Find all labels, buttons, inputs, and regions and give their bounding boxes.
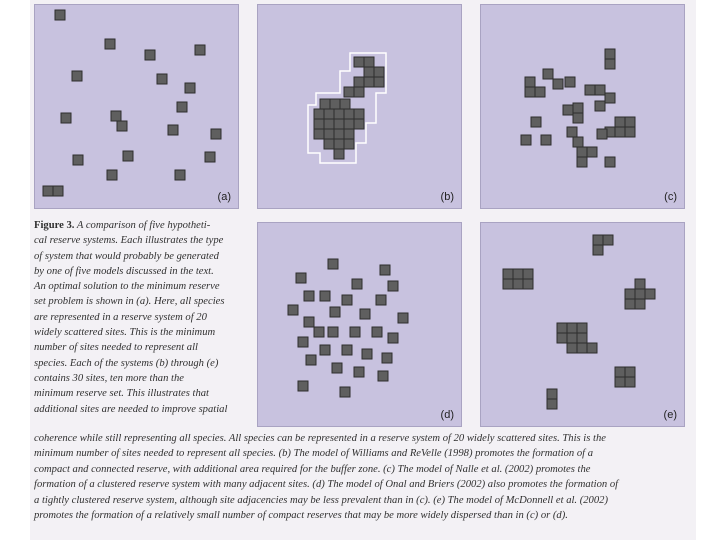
site — [332, 363, 342, 373]
site — [525, 87, 535, 97]
caption-line — [34, 218, 242, 233]
site — [298, 337, 308, 347]
site — [342, 345, 352, 355]
site — [175, 170, 185, 180]
site — [168, 125, 178, 135]
site — [567, 127, 577, 137]
site — [330, 99, 340, 109]
site — [324, 139, 334, 149]
caption-line: contains 30 sites, ten more than the — [34, 372, 184, 384]
site — [615, 377, 625, 387]
site — [585, 85, 595, 95]
site — [615, 127, 625, 137]
site — [324, 129, 334, 139]
site — [557, 323, 567, 333]
site — [577, 323, 587, 333]
site — [503, 279, 513, 289]
site — [360, 309, 370, 319]
site — [195, 45, 205, 55]
site — [344, 109, 354, 119]
site — [364, 57, 374, 67]
site — [362, 349, 372, 359]
site — [541, 135, 551, 145]
site — [320, 99, 330, 109]
site — [645, 289, 655, 299]
figure-caption — [34, 218, 242, 417]
site — [53, 186, 63, 196]
site — [334, 149, 344, 159]
site — [324, 119, 334, 129]
caption-line: species. Each of the systems (b) through (e) — [34, 357, 219, 369]
panel-label: (a) — [217, 191, 231, 203]
site — [334, 139, 344, 149]
site — [354, 57, 364, 67]
site — [577, 147, 587, 157]
figure-caption-continued — [34, 431, 694, 523]
site — [73, 155, 83, 165]
site — [553, 79, 563, 89]
site — [382, 353, 392, 363]
caption-text: A comparison of five hypotheti- — [76, 220, 211, 231]
site — [603, 235, 613, 245]
site — [531, 117, 541, 127]
panel-b-sites — [258, 5, 463, 210]
site — [573, 103, 583, 113]
site — [557, 333, 567, 343]
site — [625, 127, 635, 137]
panel-c-sites — [481, 5, 686, 210]
site — [567, 323, 577, 333]
site — [525, 77, 535, 87]
site — [376, 295, 386, 305]
site — [605, 59, 615, 69]
caption-line: number of sites needed to represent all — [34, 342, 198, 354]
caption-line: promotes the formation of a relatively small number of compact reserves that may be more widely dispersed than in (c) or (d). — [34, 510, 568, 522]
panel-label: (b) — [440, 191, 454, 203]
site — [330, 307, 340, 317]
site — [378, 371, 388, 381]
site — [344, 87, 354, 97]
site — [567, 333, 577, 343]
site — [635, 279, 645, 289]
site — [354, 87, 364, 97]
site — [350, 327, 360, 337]
caption-line: are represented in a reserve system of 20 — [34, 311, 207, 323]
site — [314, 129, 324, 139]
site — [577, 343, 587, 353]
site — [43, 186, 53, 196]
site — [587, 147, 597, 157]
site — [298, 381, 308, 391]
caption-line: of system that would probably be generated — [34, 250, 219, 262]
site — [123, 151, 133, 161]
site — [334, 109, 344, 119]
site — [354, 119, 364, 129]
site — [577, 157, 587, 167]
caption-line: coherence while still representing all species. All species can be represented in a reserve system of 20 widely scattered sites. This is the — [34, 433, 606, 444]
caption-line: An optimal solution to the minimum reserve — [34, 281, 220, 293]
caption-line: by one of five models discussed in the text. — [34, 265, 214, 277]
site — [625, 289, 635, 299]
site — [344, 129, 354, 139]
site — [354, 367, 364, 377]
panel-a-sites — [35, 5, 240, 210]
site — [372, 327, 382, 337]
site — [605, 157, 615, 167]
site — [635, 289, 645, 299]
panel-c — [480, 4, 685, 209]
caption-line: widely scattered sites. This is the minimum — [34, 327, 216, 339]
site — [205, 152, 215, 162]
site — [523, 269, 533, 279]
site — [364, 77, 374, 87]
site — [615, 117, 625, 127]
site — [314, 327, 324, 337]
site — [354, 109, 364, 119]
panel-d — [257, 222, 462, 427]
site — [185, 83, 195, 93]
site — [344, 139, 354, 149]
site — [535, 87, 545, 97]
site — [595, 85, 605, 95]
site — [306, 355, 316, 365]
caption-line: compact and connected reserve, with additional area required for the buffer zone. (c) The model of Nalle et al. (2002) promotes the — [34, 463, 591, 475]
site — [177, 102, 187, 112]
caption-line: cal reserve systems. Each illustrates the type — [34, 235, 224, 247]
figure-label: Figure 3. — [34, 220, 75, 231]
caption-line: additional sites are needed to improve spatial — [34, 403, 228, 415]
panel-label: (d) — [440, 409, 454, 421]
site — [615, 367, 625, 377]
site — [513, 269, 523, 279]
site — [117, 121, 127, 131]
site — [320, 345, 330, 355]
site — [157, 74, 167, 84]
site — [334, 129, 344, 139]
panel-a — [34, 4, 239, 209]
site — [105, 39, 115, 49]
site — [388, 281, 398, 291]
site — [61, 113, 71, 123]
site — [111, 111, 121, 121]
caption-line: a tightly clustered reserve system, although site adjacencies may be less prevalent than in (c). (e) The model of McDonnell et al. (2002) — [34, 494, 608, 506]
site — [314, 119, 324, 129]
site — [328, 327, 338, 337]
site — [625, 299, 635, 309]
site — [107, 170, 117, 180]
site — [364, 67, 374, 77]
site — [593, 235, 603, 245]
site — [543, 69, 553, 79]
site — [72, 71, 82, 81]
site — [211, 129, 221, 139]
site — [577, 333, 587, 343]
site — [595, 101, 605, 111]
site — [380, 265, 390, 275]
site — [55, 10, 65, 20]
site — [625, 367, 635, 377]
site — [521, 135, 531, 145]
site — [513, 279, 523, 289]
site — [145, 50, 155, 60]
site — [354, 77, 364, 87]
site — [328, 259, 338, 269]
site — [573, 113, 583, 123]
site — [565, 77, 575, 87]
panel-e — [480, 222, 685, 427]
panel-label: (c) — [664, 191, 677, 203]
site — [563, 105, 573, 115]
site — [503, 269, 513, 279]
site — [288, 305, 298, 315]
site — [593, 245, 603, 255]
site — [324, 109, 334, 119]
site — [635, 299, 645, 309]
panel-label: (e) — [663, 409, 677, 421]
site — [523, 279, 533, 289]
site — [340, 99, 350, 109]
site — [304, 317, 314, 327]
panel-e-sites — [481, 223, 686, 428]
site — [388, 333, 398, 343]
site — [334, 119, 344, 129]
site — [320, 291, 330, 301]
site — [304, 291, 314, 301]
site — [567, 343, 577, 353]
site — [605, 49, 615, 59]
caption-line: formation of a clustered reserve system with many adjacent sites. (d) The model of Onal and Briers (2002) also promotes the formation of — [34, 479, 619, 491]
site — [597, 129, 607, 139]
site — [374, 77, 384, 87]
site — [344, 119, 354, 129]
site — [547, 389, 557, 399]
site — [352, 279, 362, 289]
site — [314, 109, 324, 119]
site — [573, 137, 583, 147]
site — [296, 273, 306, 283]
site — [605, 93, 615, 103]
site — [587, 343, 597, 353]
site — [398, 313, 408, 323]
panel-d-sites — [258, 223, 463, 428]
caption-line: minimum number of sites needed to represent all species. (b) The model of Williams and ReVelle (1998) promotes the formation of a — [34, 448, 594, 460]
site — [342, 295, 352, 305]
caption-line: minimum reserve set. This illustrates that — [34, 388, 209, 400]
site — [625, 117, 635, 127]
panel-b — [257, 4, 462, 209]
caption-line: set problem is shown in (a). Here, all species — [34, 296, 225, 308]
site — [340, 387, 350, 397]
site — [625, 377, 635, 387]
site — [547, 399, 557, 409]
site — [374, 67, 384, 77]
